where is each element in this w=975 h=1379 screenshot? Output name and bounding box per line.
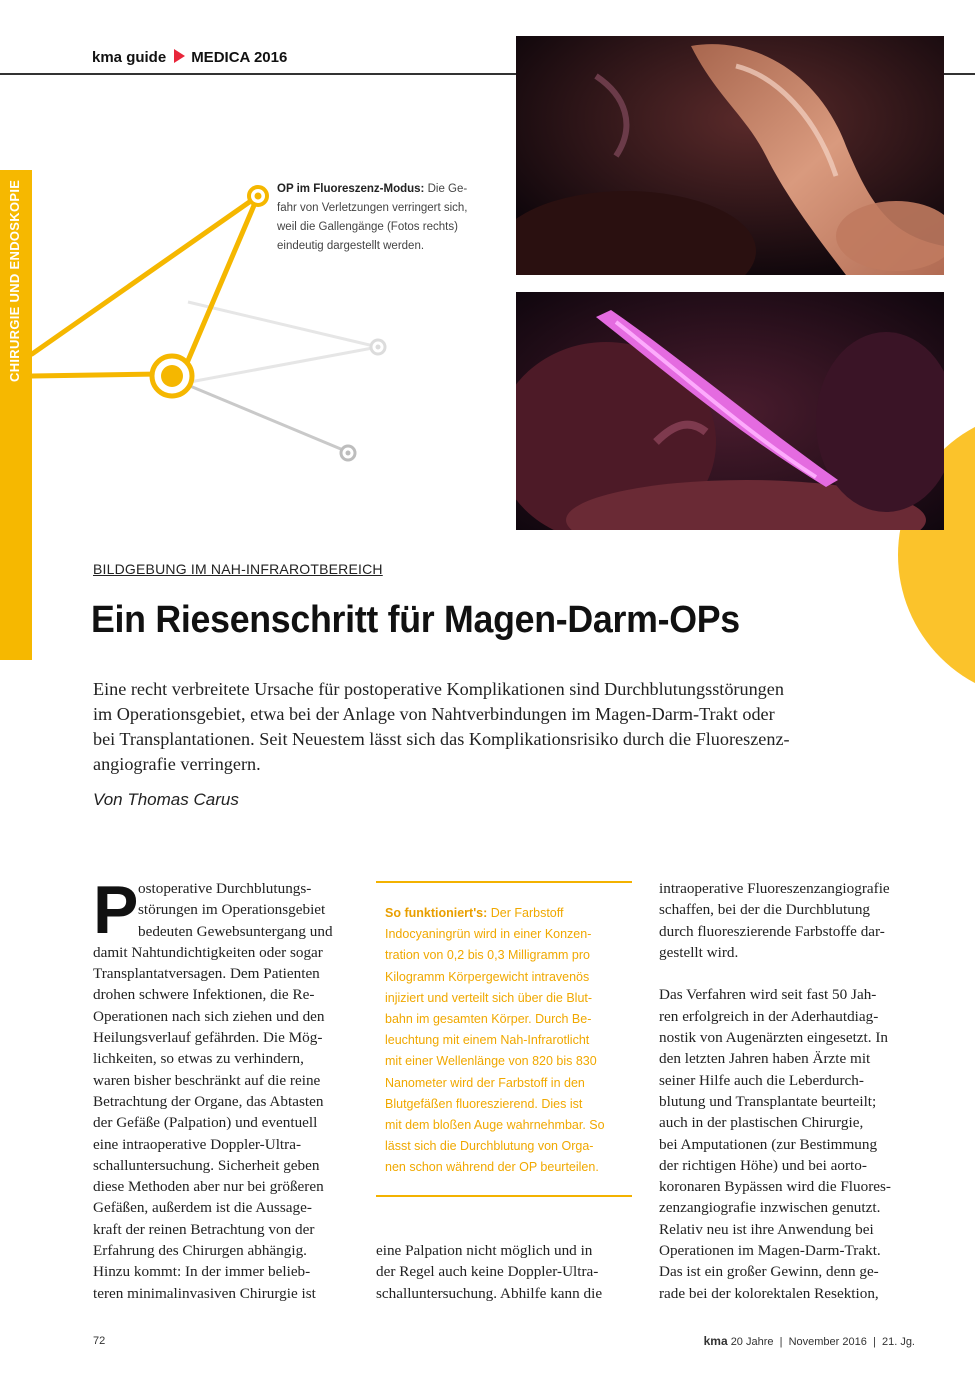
body-line: lichkeiten, so etwas zu verhindern,	[93, 1050, 304, 1068]
network-node-core	[376, 345, 381, 350]
infobox-line: leuchtung mit einem Nah-Infrarotlicht	[385, 1033, 590, 1048]
body-line: gestellt wird.	[659, 943, 739, 961]
infobox-line: Kilogramm Körpergewicht intravenös	[385, 969, 590, 984]
body-column-1	[93, 872, 351, 1304]
body-line: bedeuten Gewebsuntergang und	[138, 922, 333, 940]
body-line: schaffen, bei der die Durchblutung	[659, 901, 871, 919]
body-line: koronaren Bypässen wird die Fluores-	[659, 1178, 891, 1196]
body-line: auch in der plastischen Chirurgie,	[659, 1114, 864, 1132]
body-line: teren minimalinvasiven Chirurgie ist	[93, 1284, 316, 1302]
drop-cap: P	[93, 872, 139, 948]
infobox-line: mit einer Wellenlänge von 820 bis 830	[385, 1054, 597, 1069]
body-line: schalluntersuchung. Abhilfe kann die	[376, 1284, 603, 1302]
body-line: kraft der reinen Betrachtung von der	[93, 1220, 315, 1238]
info-box	[376, 881, 632, 1197]
body-column-2	[376, 1240, 634, 1304]
surgery-photo-normal	[516, 36, 944, 275]
page-number: 72	[93, 1335, 106, 1347]
body-line: Das ist ein großer Gewinn, denn ge-	[659, 1263, 879, 1281]
lead-line: angiografie verringern.	[93, 754, 261, 774]
caption-line: fahr von Verletzungen verringert sich,	[277, 202, 468, 214]
network-node-core	[161, 365, 183, 387]
body-line: rade bei der kolorektalen Resektion,	[659, 1284, 879, 1302]
network-line	[190, 347, 378, 382]
body-line: durch fluoreszierende Farbstoffe dar-	[659, 922, 885, 940]
network-line	[190, 386, 348, 452]
body-line: waren bisher beschränkt auf die reine	[93, 1071, 321, 1089]
body-line: der Gefäße (Palpation) und eventuell	[93, 1114, 318, 1132]
infobox-line	[385, 903, 625, 924]
lead-paragraph	[93, 677, 853, 777]
body-line: Betrachtung der Organe, das Abtasten	[93, 1092, 324, 1110]
infobox-line: lässt sich die Durchblutung von Orga-	[385, 1139, 594, 1154]
infobox-heading: So funktioniert's:	[385, 906, 488, 920]
header-brand: kma guide	[92, 49, 167, 66]
network-line	[32, 374, 160, 376]
footer-edition: 20 Jahre	[730, 1336, 774, 1348]
caption-line: Die Ge-	[427, 183, 468, 195]
header-section: MEDICA 2016	[191, 49, 288, 66]
caption-line: eindeutig dargestellt werden.	[277, 240, 425, 252]
body-line: ostoperative Durchblutungs-	[138, 880, 312, 897]
arrow-right-icon	[174, 49, 185, 63]
body-line: Transplantatversagen. Dem Patienten	[93, 965, 320, 983]
surgery-photo-fluorescence	[516, 292, 944, 530]
body-line: den letzten Jahren haben Ärzte mit	[659, 1050, 871, 1068]
body-line: eine intraoperative Doppler-Ultra-	[93, 1135, 302, 1153]
network-node-core	[255, 193, 262, 200]
kicker: BILDGEBUNG IM NAH-INFRAROTBEREICH	[93, 561, 383, 577]
body-line: Operationen im Magen-Darm-Trakt.	[659, 1242, 881, 1260]
infobox-line: Blutgefäßen fluoreszierend. Dies ist	[385, 1096, 583, 1111]
infobox-line: tration von 0,2 bis 0,3 Milligramm pro	[385, 948, 590, 963]
body-line: eine Palpation nicht möglich und in	[376, 1242, 593, 1259]
photo-caption	[277, 180, 487, 256]
author-byline: Von Thomas Carus	[93, 790, 239, 809]
body-line: zenzangiografie inzwischen genutzt.	[659, 1199, 881, 1217]
body-line: der Regel auch keine Doppler-Ultra-	[376, 1263, 599, 1281]
infobox-line: Indocyaningrün wird in einer Konzen-	[385, 927, 592, 942]
body-line: Erfahrung des Chirurgen abhängig.	[93, 1242, 307, 1260]
body-line: ren erfolgreich in der Aderhautdiag-	[659, 1007, 879, 1025]
body-line: Hinzu kommt: In der immer belieb-	[93, 1263, 311, 1281]
article-title: Ein Riesenschritt für Magen-Darm-OPs	[91, 599, 740, 641]
body-line: nostik von Augenärzten eingesetzt. In	[659, 1029, 889, 1047]
footer-info: kma 20 Jahre | November 2016 | 21. Jg.	[703, 1334, 915, 1348]
body-line: seiner Hilfe auch die Leberdurch-	[659, 1071, 864, 1089]
infobox-line: bahn im gesamten Körper. Durch Be-	[385, 1012, 592, 1027]
infobox-text: Der Farbstoff	[490, 906, 564, 920]
lead-line: im Operationsgebiet, etwa bei der Anlage von Nahtverbindungen im Magen-Darm-Trakt oder	[93, 704, 775, 724]
infobox-line: injiziert und verteilt sich über die Blut-	[385, 990, 593, 1005]
body-line: intraoperative Fluoreszenzangiografie	[659, 880, 890, 897]
body-line: Heilungsverlauf gefährden. Die Mög-	[93, 1029, 323, 1047]
footer-date: November 2016	[788, 1336, 867, 1348]
network-node-core	[346, 451, 351, 456]
body-line: Relativ neu ist ihre Anwendung bei	[659, 1220, 874, 1238]
body-line: Gefäßen, außerdem ist die Aussage-	[93, 1199, 312, 1217]
network-line	[188, 302, 378, 347]
footer-volume: 21. Jg.	[881, 1336, 915, 1348]
body-line: Das Verfahren wird seit fast 50 Jah-	[659, 986, 877, 1004]
body-line: störungen im Operationsgebiet	[138, 901, 326, 919]
body-column-3	[659, 878, 917, 1304]
body-line: bei Amputationen (zur Bestimmung	[659, 1135, 878, 1153]
infobox-line: Nanometer wird der Farbstoff in den	[385, 1075, 585, 1090]
running-header	[92, 49, 287, 66]
body-line: der richtigen Höhe) und bei aorto-	[659, 1156, 867, 1174]
lead-line: bei Transplantationen. Seit Neuestem lässt sich das Komplikationsrisiko durch die Fluoreszenz-	[93, 729, 790, 749]
infobox-line: nen schon während der OP beurteilen.	[385, 1160, 599, 1175]
caption-bold: OP im Fluoreszenz-Modus:	[277, 183, 425, 195]
infobox-line: mit dem bloßen Auge wahrnehmbar. So	[385, 1118, 605, 1133]
body-line: diese Methoden aber nur bei größeren	[93, 1178, 324, 1196]
body-line: damit Nahtundichtigkeiten oder sogar	[93, 943, 323, 961]
body-line: drohen schwere Infektionen, die Re-	[93, 986, 315, 1004]
body-line: Operationen nach sich ziehen und den	[93, 1007, 325, 1025]
side-tab-label: CHIRURGIE UND ENDOSKOPIE	[7, 179, 22, 382]
body-line: schalluntersuchung. Sicherheit geben	[93, 1156, 320, 1174]
caption-line: weil die Gallengänge (Fotos rechts)	[277, 221, 458, 233]
footer-brand: kma	[703, 1334, 728, 1348]
body-line: blutung und Transplantate beurteilt;	[659, 1092, 877, 1110]
lead-line: Eine recht verbreitete Ursache für postoperative Komplikationen sind Durchblutungsstörungen	[93, 679, 784, 699]
